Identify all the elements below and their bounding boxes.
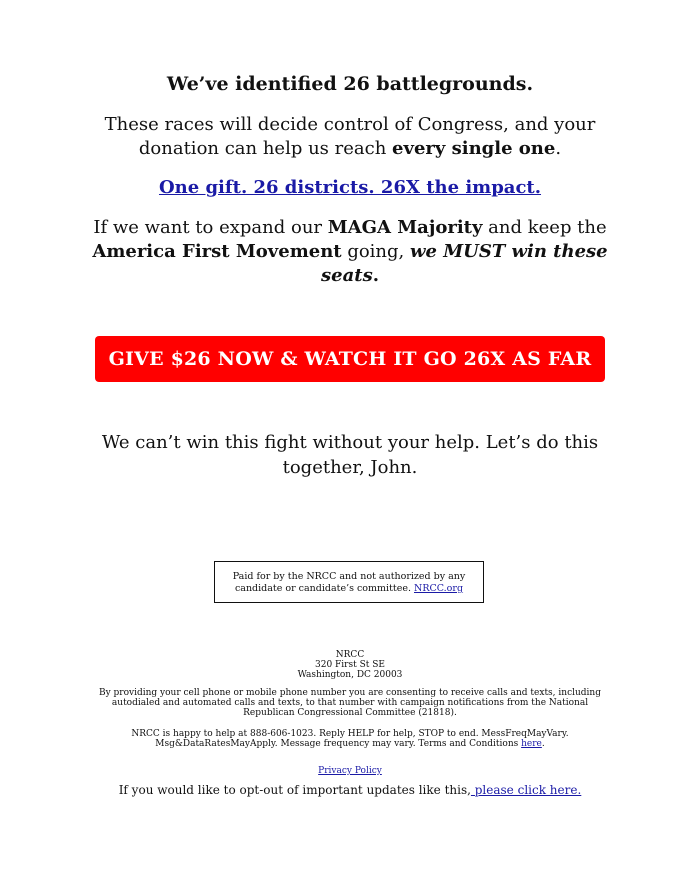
impact-link-row [60, 176, 640, 200]
maga-majority: MAGA Majority [327, 217, 483, 238]
optout-row [80, 783, 620, 797]
address-street: 320 First St SE [315, 660, 385, 670]
intro-text: These races will decide control of Congress, and your donation can help us reach [104, 114, 596, 159]
mailing-address [200, 650, 500, 680]
maga-paragraph [72, 216, 628, 288]
maga-text-d: . [372, 265, 379, 286]
sms-consent: By providing your cell phone or mobile phone number you are consenting to receive calls and texts, including autodialed and automated calls and texts, to that number with campaign notifications from the National Republican Congressional Committee (21818). [98, 688, 601, 718]
paid-for-text: Paid for by the NRCC and not authorized by any candidate or candidate’s committee. [232, 571, 466, 594]
headline: We’ve identified 26 battlegrounds. [166, 73, 534, 95]
help-end: . [541, 739, 545, 749]
optout-link[interactable]: please click here. [470, 783, 582, 797]
address-city: Washington, DC 20003 [297, 670, 403, 680]
must-win: we MUST win these seats [321, 241, 608, 286]
maga-text-a: If we want to expand our [93, 217, 328, 238]
intro-bold: every single one [392, 138, 556, 159]
intro-paragraph [90, 113, 610, 161]
help-text [95, 729, 605, 749]
maga-text-b: and keep the [482, 217, 607, 238]
privacy-row [200, 766, 500, 776]
impact-link[interactable]: One gift. 26 districts. 26X the impact. [158, 177, 542, 198]
america-first: America First Movement [92, 241, 342, 262]
optout-text: If you would like to opt-out of important updates like this, [118, 783, 471, 797]
help-body: NRCC is happy to help at 888-606-1023. Reply HELP for help, STOP to end. MessFreqMayVary. Msg&DataRatesMayApply. Message frequency may vary. Terms and Conditions [131, 729, 569, 749]
terms-link[interactable]: here [521, 739, 542, 749]
intro-end: . [555, 138, 562, 159]
address-org: NRCC [335, 650, 365, 660]
maga-text-c: going, [341, 241, 410, 262]
give-now-button[interactable]: GIVE $26 NOW & WATCH IT GO 26X AS FAR [95, 336, 605, 382]
privacy-policy-link[interactable]: Privacy Policy [318, 766, 382, 776]
paid-for-disclaimer [214, 561, 484, 603]
closing-paragraph: We can’t win this fight without your help. Let’s do this together, John. [101, 432, 599, 478]
nrcc-link[interactable]: NRCC.org [414, 583, 464, 594]
